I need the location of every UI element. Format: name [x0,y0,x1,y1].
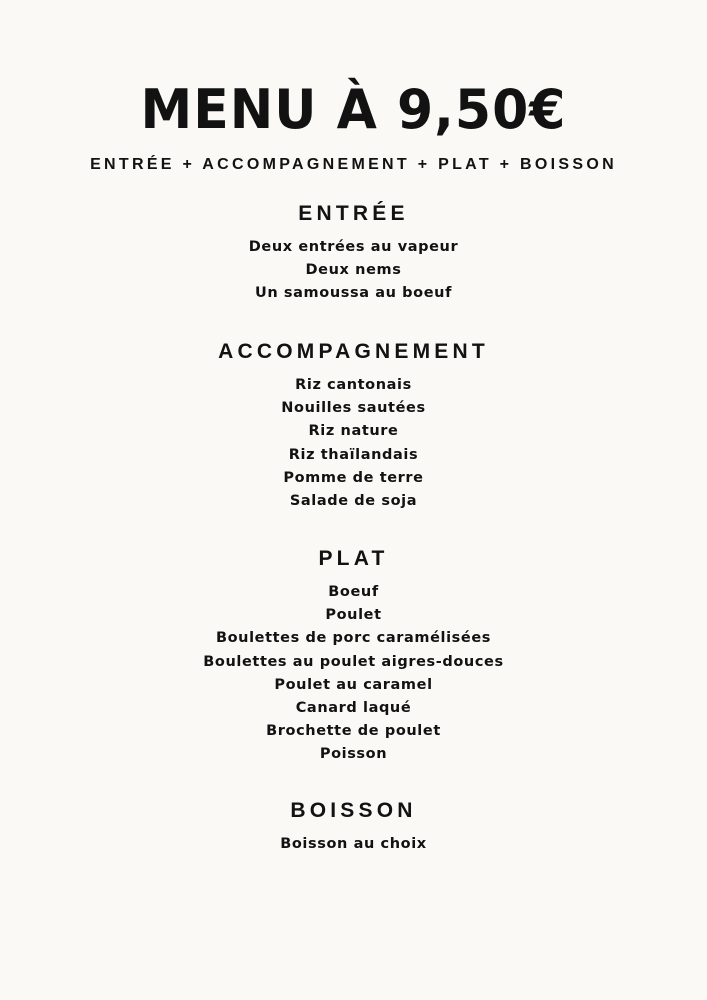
menu-item: Boisson au choix [280,836,427,852]
section-boisson [0,798,707,856]
menu-item: Brochette de poulet [266,723,441,740]
menu-item: Deux entrées au vapeur [248,239,459,255]
section-plat [0,546,707,767]
menu-item: Nouilles sautées [281,400,426,417]
section-heading: ENTRÉE [298,202,409,225]
item-list [0,581,707,767]
menu-item: Poulet [325,607,382,624]
section-heading: BOISSON [290,799,417,822]
section-heading: ACCOMPAGNEMENT [218,340,489,363]
section-accompagnement [0,339,707,513]
menu-item: Boulettes au poulet aigres-douces [203,653,504,670]
menu-item: Boulettes de porc caramélisées [215,630,492,647]
menu-item: Poulet au caramel [274,676,433,693]
menu-item: Un samoussa au boeuf [254,285,452,302]
section-entree [0,201,707,306]
menu-item: Deux nems [305,262,402,279]
menu-subtitle: ENTRÉE + ACCOMPAGNEMENT + PLAT + BOISSON [90,156,617,173]
item-list [0,374,707,513]
menu-item: Boeuf [328,584,379,600]
item-list [0,236,707,306]
menu-title: MENU À 9,50€ [140,78,567,142]
menu-item: Riz thaïlandais [288,446,419,463]
item-list [0,833,707,856]
menu-item: Pomme de terre [283,469,424,486]
menu-item: Riz nature [308,423,399,440]
menu-item: Canard laqué [295,700,412,717]
section-heading: PLAT [318,547,389,570]
menu-item: Poisson [319,746,388,763]
menu-item: Riz cantonais [295,377,412,393]
menu-item: Salade de soja [289,493,418,510]
